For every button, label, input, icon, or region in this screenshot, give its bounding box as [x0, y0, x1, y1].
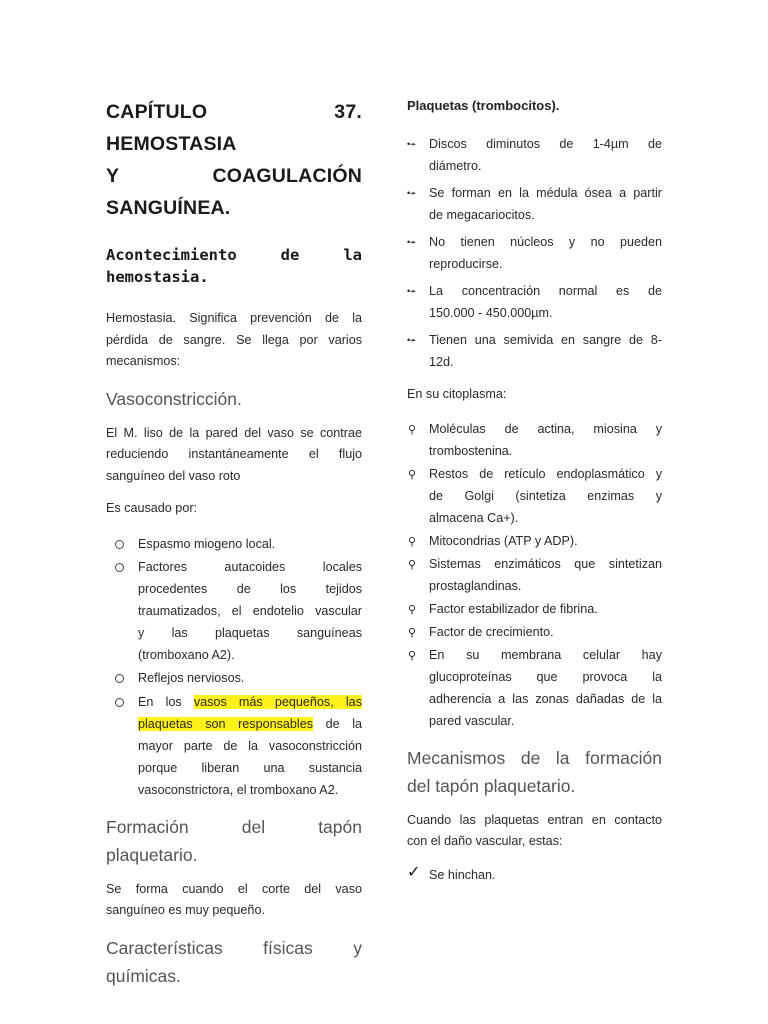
text-line: pared vascular. [429, 713, 515, 728]
text-line: Sistemas enzimáticos que sintetizan [429, 556, 662, 571]
pin-bullet-icon: ⚲ [408, 558, 417, 571]
heading-line: plaquetario. [106, 844, 198, 865]
text-line: glucoproteínas que provoca la [429, 669, 662, 684]
text-line: Discos diminutos de 1-4µm de [429, 137, 662, 151]
intro-paragraph [106, 308, 362, 373]
pin-bullet-icon: ⚲ [408, 468, 417, 481]
heading-line: Formación del tapón [106, 816, 362, 837]
text-line: Hemostasia. Significa prevención de la [106, 311, 362, 325]
list-item [407, 553, 662, 597]
list-item [407, 644, 662, 732]
chapter-title-line: Y COAGULACIÓN [106, 165, 362, 187]
list-item [106, 667, 362, 689]
text-line: diámetro. [429, 159, 482, 173]
text-fragment: En los [138, 694, 194, 709]
text-line: sanguíneo del vaso roto [106, 468, 241, 483]
text-line: Cuando las plaquetas entran en contacto [407, 812, 662, 827]
text-line: de megacariocitos. [429, 208, 535, 222]
text-line: con el daño vascular, estas: [407, 834, 563, 848]
text-line [138, 713, 362, 735]
text-line: pérdida de sangre. Se llega por varios [106, 332, 362, 347]
text-line: Factor de crecimiento. [429, 624, 554, 639]
text-line: No tienen núcleos y no pueden [429, 235, 662, 249]
pin-bullet-icon: ⚲ [408, 423, 417, 436]
text-line: La concentración normal es de [429, 284, 662, 298]
arrow-bullet-icon: •➛ [407, 139, 416, 149]
circle-bullet-icon [115, 698, 124, 707]
highlighted-text: vasos más pequeños, las [193, 694, 362, 709]
list-item [407, 864, 662, 886]
subtitle-line: Acontecimiento de la [106, 246, 362, 264]
text-line: Restos de retículo endoplasmático y [429, 466, 662, 481]
text-line: 150.000 - 450.000µm. [429, 306, 553, 320]
pin-bullet-icon: ⚲ [408, 649, 417, 662]
chapter-title-line: CAPÍTULO 37. HEMOSTASIA [106, 101, 362, 155]
text-line: Factores autacoides locales [138, 559, 362, 574]
circle-bullet-icon [115, 540, 124, 549]
text-line [138, 691, 362, 713]
arrow-bullet-icon: •➛ [407, 286, 416, 296]
text-line: reproducirse. [429, 257, 503, 271]
text-line: Se forman en la médula ósea a partir [429, 186, 662, 200]
arrow-bullet-icon: •➛ [407, 237, 416, 247]
text-line: reduciendo instantáneamente el flujo [106, 447, 362, 461]
pin-bullet-icon: ⚲ [408, 535, 417, 548]
heading-line: Mecanismos de la formación [407, 747, 662, 768]
heading-vasoconstriccion: Vasoconstricción. [106, 388, 242, 409]
list-item [407, 133, 662, 177]
list-item [407, 621, 662, 643]
vaso-paragraph [106, 423, 362, 488]
list-item [407, 280, 662, 324]
text-line: porque liberan una sustancia [138, 760, 362, 775]
text-fragment: de la [313, 716, 362, 731]
chapter-title-line: SANGUÍNEA. [106, 197, 231, 219]
text-line: (tromboxano A2). [138, 647, 235, 662]
list-item [407, 530, 662, 552]
list-item [106, 533, 362, 555]
heading-mecanismos [407, 744, 662, 800]
list-item [407, 598, 662, 620]
text-line: Mitocondrias (ATP y ADP). [429, 533, 578, 548]
highlighted-text: plaquetas son responsables [138, 716, 314, 731]
text-line: Moléculas de actina, miosina y [429, 421, 662, 436]
arrow-bullet-icon: •➛ [407, 188, 416, 198]
heading-formacion-tapon [106, 813, 362, 869]
subtitle-line: hemostasia. [106, 268, 209, 286]
right-column [407, 96, 662, 886]
left-column [106, 96, 362, 990]
list-item [407, 329, 662, 373]
list-item [106, 691, 362, 801]
text-line: mecanismos: [106, 354, 181, 368]
text-line: mayor parte de la vasoconstricción [138, 738, 362, 753]
text-line: prostaglandinas. [429, 578, 522, 593]
heading-caracteristicas [106, 934, 362, 990]
citoplasma-list [407, 418, 662, 732]
text-line: trombostenina. [429, 443, 513, 458]
mecanismos-paragraph [407, 810, 662, 853]
text-line: almacena Ca+). [429, 510, 519, 525]
list-item [407, 418, 662, 462]
text-line: traumatizados, el endotelio vascular [138, 603, 362, 618]
plaquetas-properties [407, 133, 662, 373]
text-line: vasoconstrictora, el tromboxano A2. [138, 782, 339, 797]
text-line: Se forma cuando el corte del vaso [106, 881, 362, 896]
list-item [106, 556, 362, 666]
citoplasma-label: En su citoplasma: [407, 387, 507, 401]
heading-line: químicas. [106, 965, 181, 986]
text-line: sanguíneo es muy pequeño. [106, 903, 265, 917]
checkmark-icon: ✓ [407, 863, 421, 881]
text-line: Se hinchan. [429, 867, 496, 882]
text-line: Tienen una semivida en sangre de 8- [429, 333, 662, 347]
causes-label: Es causado por: [106, 501, 198, 515]
text-line: procedentes de los tejidos [138, 581, 362, 596]
mecanismos-list [407, 864, 662, 886]
text-line: En su membrana celular hay [429, 647, 662, 662]
text-line: 12d. [429, 355, 454, 369]
text-line: de Golgi (sintetiza enzimas y [429, 488, 662, 503]
plaquetas-title: Plaquetas (trombocitos). [407, 98, 560, 113]
section-subtitle [106, 244, 362, 288]
text-line: adherencia a las zonas dañadas de la [429, 691, 662, 706]
text-line: Factor estabilizador de fibrina. [429, 601, 598, 616]
arrow-bullet-icon: •➛ [407, 335, 416, 345]
circle-bullet-icon [115, 674, 124, 683]
heading-line: del tapón plaquetario. [407, 775, 576, 796]
text-line: y las plaquetas sanguíneas [138, 625, 362, 640]
chapter-title [106, 96, 362, 224]
pin-bullet-icon: ⚲ [408, 603, 417, 616]
list-item [407, 182, 662, 226]
heading-line: Características físicas y [106, 937, 362, 958]
text-line: Reflejos nerviosos. [138, 670, 245, 685]
text-line: Espasmo miogeno local. [138, 536, 276, 551]
tapon-paragraph [106, 879, 362, 922]
causes-list [106, 533, 362, 801]
list-item [407, 463, 662, 529]
text-line: El M. liso de la pared del vaso se contrae [106, 425, 362, 440]
list-item [407, 231, 662, 275]
circle-bullet-icon [115, 563, 124, 572]
pin-bullet-icon: ⚲ [408, 626, 417, 639]
